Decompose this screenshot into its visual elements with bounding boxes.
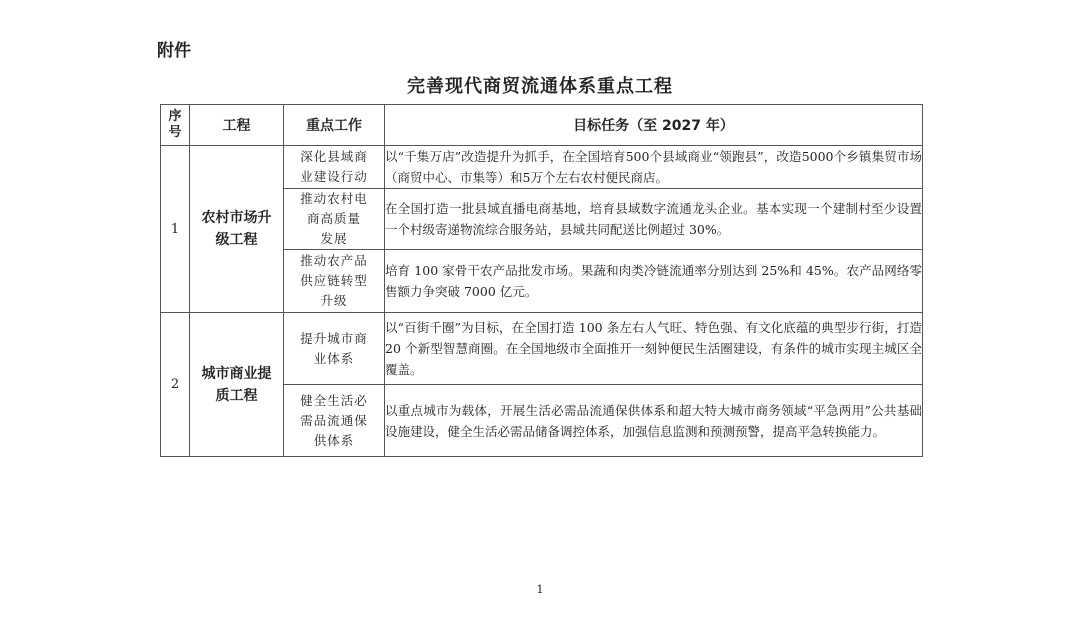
project-name bbox=[190, 146, 284, 313]
task-line1: 提升城市商 bbox=[300, 330, 368, 346]
goal-text: 在全国打造一批县域直播电商基地，培育县域数字流通龙头企业。基本实现一个建制村至少设置一个村级寄递物流综合服务站，县域共同配送比例超过 30%。 bbox=[385, 189, 923, 250]
task-line1: 健全生活必 bbox=[300, 392, 368, 408]
group-number: 2 bbox=[161, 313, 190, 457]
project-name-line2: 质工程 bbox=[215, 387, 258, 404]
project-name bbox=[190, 313, 284, 457]
task-line3: 升级 bbox=[320, 293, 348, 308]
header-seq-line1: 序 bbox=[168, 109, 182, 124]
header-seq bbox=[161, 105, 190, 146]
project-name-line2: 级工程 bbox=[215, 232, 258, 248]
task-name bbox=[284, 189, 385, 250]
task-name bbox=[284, 313, 385, 385]
header-project: 工程 bbox=[190, 105, 284, 146]
task-line1: 深化县域商 bbox=[300, 149, 368, 164]
task-line2: 商高质量 bbox=[306, 211, 361, 226]
table-header-row bbox=[161, 105, 923, 146]
task-line2: 需品流通保 bbox=[300, 412, 368, 428]
page-title: 完善现代商贸流通体系重点工程 bbox=[407, 76, 673, 97]
task-line2: 业体系 bbox=[313, 350, 355, 366]
goal-text: 培育 100 家骨干农产品批发市场。果蔬和肉类冷链流通率分别达到 25%和 45%。农产品网络零售额力争突破 7000 亿元。 bbox=[385, 250, 923, 313]
task-name bbox=[284, 385, 385, 457]
header-goal: 目标任务（至 2027 年） bbox=[385, 105, 923, 146]
table-row bbox=[161, 313, 923, 385]
page-number: 1 bbox=[536, 583, 544, 596]
task-name bbox=[284, 250, 385, 313]
task-line3: 供体系 bbox=[313, 432, 355, 448]
task-line1: 推动农村电 bbox=[300, 191, 368, 206]
task-line3: 发展 bbox=[320, 231, 348, 246]
header-seq-line2: 号 bbox=[168, 125, 182, 140]
project-name-line1: 农村市场升 bbox=[201, 210, 272, 226]
goal-text: 以重点城市为载体，开展生活必需品流通保供体系和超大特大城市商务领域“平急两用”公共基础设施建设，健全生活必需品储备调控体系，加强信息监测和预测预警，提高平急转换能力。 bbox=[385, 385, 923, 457]
goal-text: 以“百街千圈”为目标，在全国打造 100 条左右人气旺、特色强、有文化底蕴的典型步行街，打造 20 个新型智慧商圈。在全国地级市全面推开一刻钟便民生活圈建设，有条件的城市实现主城区全覆盖。 bbox=[385, 313, 923, 385]
goal-text: 以“千集万店”改造提升为抓手，在全国培育500个县域商业“领跑县”，改造5000个乡镇集贸市场（商贸中心、市集等）和5万个左右农村便民商店。 bbox=[385, 146, 923, 189]
task-line2: 供应链转型 bbox=[300, 273, 368, 288]
task-line1: 推动农产品 bbox=[300, 253, 368, 268]
group-number: 1 bbox=[161, 146, 190, 313]
project-name-line1: 城市商业提 bbox=[201, 365, 272, 382]
header-task: 重点工作 bbox=[284, 105, 385, 146]
task-name bbox=[284, 146, 385, 189]
key-projects-table bbox=[160, 104, 923, 457]
attachment-label: 附件 bbox=[157, 41, 191, 61]
task-line2: 业建设行动 bbox=[300, 169, 368, 184]
table-row bbox=[161, 146, 923, 189]
